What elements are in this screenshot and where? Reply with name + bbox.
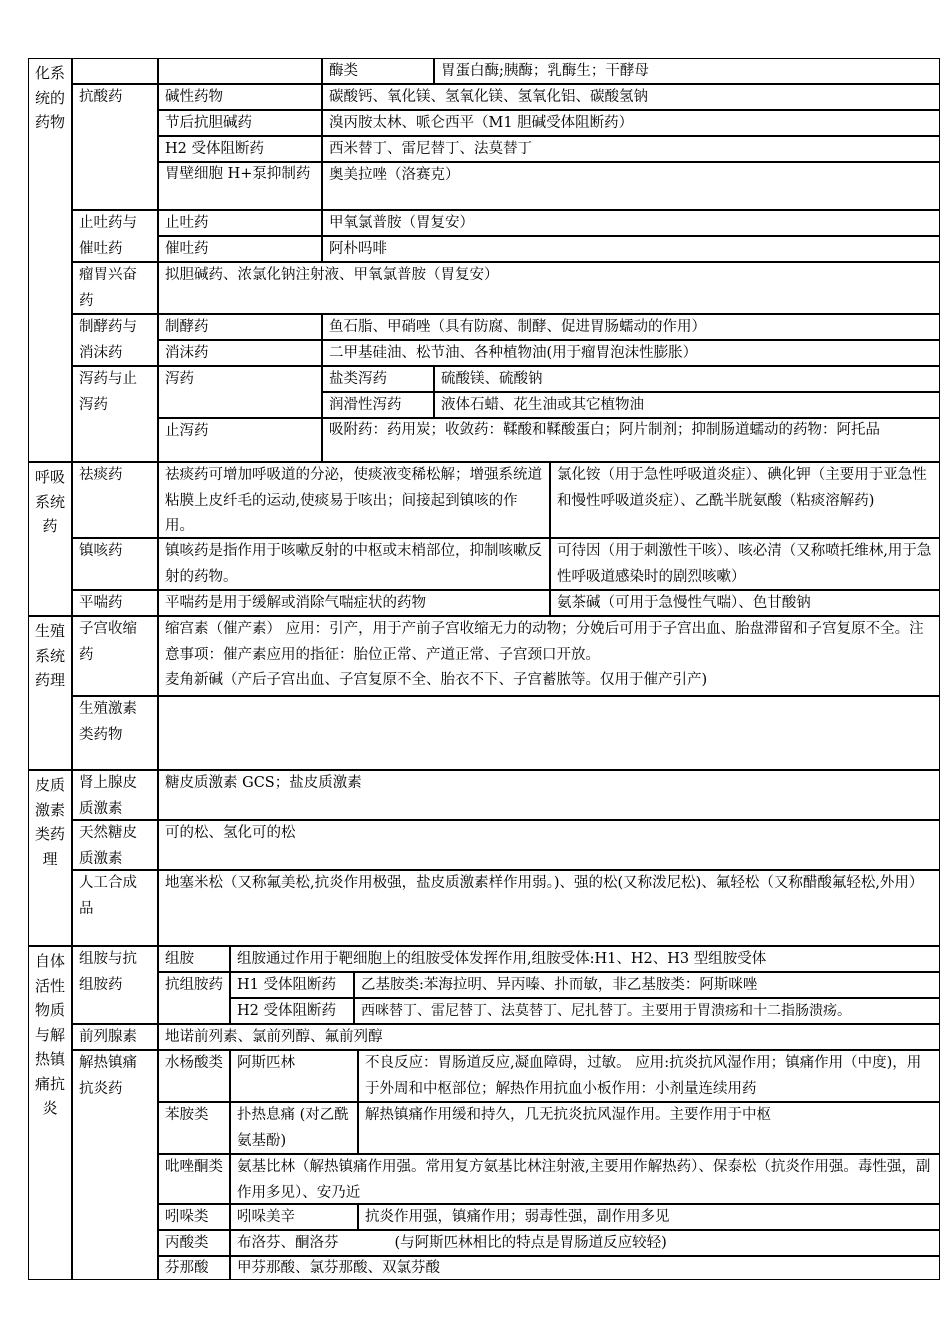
- subgroup-blank: [72, 58, 158, 84]
- drug-list-saline-laxative: 硫酸镁、硫酸钠: [434, 366, 940, 392]
- drug-classification-table: [28, 58, 940, 1280]
- drug-class-h1-blocker: H1 受体阻断药: [230, 972, 354, 998]
- drug-class-pyrazolone: 吡唑酮类: [158, 1154, 230, 1204]
- drug-class-alkaline: 碱性药物: [158, 84, 322, 110]
- drug-class-antifoam: 消沫药: [158, 340, 322, 366]
- subgroup-antiferment: 制酵药与消沫药: [72, 314, 158, 366]
- drug-class-h2-blocker-2: H2 受体阻断药: [230, 998, 354, 1024]
- drug-class-histamine: 组胺: [158, 946, 230, 972]
- drug-class-salicylate: 水杨酸类: [158, 1050, 230, 1102]
- drug-list-antiferment: 鱼石脂、甲硝唑（具有防腐、制酵、促进胃肠蠕动的作用）: [322, 314, 940, 340]
- drug-class-antidiarrheal: 止泻药: [158, 418, 322, 462]
- subgroup-antacid: 抗酸药: [72, 84, 158, 210]
- drug-desc-indomethacin: 抗炎作用强，镇痛作用；弱毒性强，副作用多见: [358, 1204, 940, 1230]
- drug-indomethacin: 吲哚美辛: [230, 1204, 358, 1230]
- drug-list-reproductive-hormone: [158, 696, 940, 770]
- drug-desc-aspirin: 不良反应：胃肠道反应,凝血障碍，过敏。 应用:抗炎抗风湿作用；镇痛作用（中度)，用于外周和中枢部位；解热作用抗血小板作用：小剂量连续用药: [358, 1050, 940, 1102]
- subgroup-antitussive: 镇咳药: [72, 538, 158, 590]
- subgroup-antiasthmatic: 平喘药: [72, 590, 158, 616]
- subgroup-laxative: 泻药与止泻药: [72, 366, 158, 462]
- category-autacoid-nsaid: 自体活性物质与解热镇痛抗炎: [28, 946, 72, 1280]
- drug-class-aniline: 苯胺类: [158, 1102, 230, 1154]
- drug-list-h1-blocker: 乙基胺类:苯海拉明、异丙嗪、扑而敏，非乙基胺类：阿斯咪唑: [354, 972, 940, 998]
- drug-list-fenamic: 甲芬那酸、氯芬那酸、双氯芬酸: [230, 1256, 940, 1280]
- drug-class-indole: 吲哚类: [158, 1204, 230, 1230]
- subgroup-expectorant: 祛痰药: [72, 462, 158, 538]
- category-respiratory: 呼吸系统药: [28, 462, 72, 616]
- category-digestive: 化系统的药物: [28, 58, 72, 462]
- drug-list-enzymes: 胃蛋白酶;胰酶；乳酶生；干酵母: [434, 58, 940, 84]
- drug-list-antiasthmatic: 氨茶碱（可用于急慢性气喘）、色甘酸钠: [550, 590, 940, 616]
- subgroup-reproductive-hormone: 生殖激素类药物: [72, 696, 158, 770]
- drug-list-proton-pump: 奥美拉唑（洛赛克）: [322, 162, 940, 210]
- drug-list-propionic: [230, 1230, 940, 1256]
- subgroup-histamine: 组胺与抗组胺药: [72, 946, 158, 1024]
- subgroup-rumen-stimulant: 瘤胃兴奋药: [72, 262, 158, 314]
- drug-class-saline-laxative: 盐类泻药: [322, 366, 434, 392]
- drug-desc-paracetamol: 解热镇痛作用缓和持久，几无抗炎抗风湿作用。主要作用于中枢: [358, 1102, 940, 1154]
- drug-list-emetic: 阿朴吗啡: [322, 236, 940, 262]
- subgroup-uterine-stimulant: 子宫收缩药: [72, 616, 158, 696]
- drug-class-lubricant-laxative: 润滑性泻药: [322, 392, 434, 418]
- drug-class-blank: [158, 58, 322, 84]
- category-reproductive: 生殖系统药理: [28, 616, 72, 770]
- drug-class-enzymes: 酶类: [322, 58, 434, 84]
- drug-list-natural-glucocorticoid: 可的松、氢化可的松: [158, 820, 940, 870]
- drug-note-ibuprofen: (与阿斯匹林相比的特点是胃肠道反应较轻): [394, 1235, 667, 1251]
- oxytocin-text: 缩宫素（催产素） 应用：引产，用于产前子宫收缩无力的动物；分娩后可用于子宫出血、胎盘滞留和子宫复原不全。注意事项：催产素应用的指征：胎位正常、产道正常、子宫颈口开放。: [165, 621, 924, 663]
- drug-list-h2-blocker: 西米替丁、雷尼替丁、法莫替丁: [322, 136, 940, 162]
- drug-class-antihistamine: 抗组胺药: [158, 972, 230, 1024]
- drug-list-lubricant-laxative: 液体石蜡、花生油或其它植物油: [434, 392, 940, 418]
- definition-antiasthmatic: 平喘药是用于缓解或消除气喘症状的药物: [158, 590, 550, 616]
- drug-list-antifoam: 二甲基硅油、松节油、各种植物油(用于瘤胃泡沫性膨胀）: [322, 340, 940, 366]
- drug-class-propionic: 丙酸类: [158, 1230, 230, 1256]
- drug-list-pyrazolone: 氨基比林（解热镇痛作用强。常用复方氨基比林注射液,主要用作解热药）、保泰松（抗炎作用强。毒性强，副作用多见）、安乃近: [230, 1154, 940, 1204]
- drug-list-antiemetic: 甲氧氯普胺（胃复安）: [322, 210, 940, 236]
- drug-class-laxative: 泻药: [158, 366, 322, 418]
- drug-list-adrenocortical: 糖皮质激素 GCS；盐皮质激素: [158, 770, 940, 820]
- ergometrine-text: 麦角新碱（产后子宫出血、子宫复原不全、胎衣不下、子宫蓄脓等。仅用于催产引产): [165, 672, 708, 688]
- drug-paracetamol: 扑热息痛 (对乙酰氨基酚): [230, 1102, 358, 1154]
- drug-list-histamine: 组胺通过作用于靶细胞上的组胺受体发挥作用,组胺受体:H1、H2、H3 型组胺受体: [230, 946, 940, 972]
- subgroup-natural-glucocorticoid: 天然糖皮质激素: [72, 820, 158, 870]
- definition-expectorant: 祛痰药可增加呼吸道的分泌，使痰液变稀松解；增强系统道粘膜上皮纤毛的运动,使痰易于咳出；间接起到镇咳的作用。: [158, 462, 550, 538]
- subgroup-antiemetic: 止吐药与催吐药: [72, 210, 158, 262]
- drug-class-proton-pump: 胃壁细胞 H+泵抑制药: [158, 162, 322, 210]
- subgroup-prostaglandin: 前列腺素: [72, 1024, 158, 1050]
- drug-list-antidiarrheal: 吸附药：药用炭；收敛药：鞣酸和鞣酸蛋白；阿片制剂；抑制肠道蠕动的药物：阿托品: [322, 418, 940, 462]
- drug-class-fenamic: 芬那酸: [158, 1256, 230, 1280]
- subgroup-adrenocortical: 肾上腺皮质激素: [72, 770, 158, 820]
- drug-list-uterine-stimulant: [158, 616, 940, 696]
- drug-list-h2-blocker-2: 西咪替丁、雷尼替丁、法莫替丁、尼扎替丁。主要用于胃溃疡和十二指肠溃疡。: [354, 998, 940, 1024]
- category-corticosteroid: 皮质激素类药理: [28, 770, 72, 946]
- drug-class-antiemetic: 止吐药: [158, 210, 322, 236]
- drug-aspirin: 阿斯匹林: [230, 1050, 358, 1102]
- drug-class-emetic: 催吐药: [158, 236, 322, 262]
- subgroup-nsaid: 解热镇痛抗炎药: [72, 1050, 158, 1280]
- definition-antitussive: 镇咳药是指作用于咳嗽反射的中枢或末梢部位，抑制咳嗽反射的药物。: [158, 538, 550, 590]
- drug-list-rumen-stimulant: 拟胆碱药、浓氯化钠注射液、甲氧氯普胺（胃复安）: [158, 262, 940, 314]
- subgroup-synthetic: 人工合成品: [72, 870, 158, 946]
- drug-list-synthetic: 地塞米松（又称氟美松,抗炎作用极强，盐皮质激素样作用弱。)、强的松(又称泼尼松)、氟轻松（又称醋酸氟轻松,外用）: [158, 870, 940, 946]
- drug-list-alkaline: 碳酸钙、氧化镁、氢氧化镁、氢氧化铝、碳酸氢钠: [322, 84, 940, 110]
- drug-ibuprofen: 布洛芬、酮洛芬: [237, 1235, 339, 1251]
- drug-list-expectorant: 氯化铵（用于急性呼吸道炎症）、碘化钾（主要用于亚急性和慢性呼吸道炎症）、乙酰半胱氨酸（粘痰溶解药): [550, 462, 940, 538]
- drug-class-antiferment: 制酵药: [158, 314, 322, 340]
- drug-list-antitussive: 可待因（用于刺激性干咳）、咳必清（又称喷托维林,用于急性呼吸道感染时的剧烈咳嗽）: [550, 538, 940, 590]
- drug-class-anticholinergic: 节后抗胆碱药: [158, 110, 322, 136]
- drug-list-anticholinergic: 溴丙胺太林、哌仑西平（M1 胆碱受体阻断药）: [322, 110, 940, 136]
- drug-list-prostaglandin: 地诺前列素、氯前列醇、氟前列醇: [158, 1024, 940, 1050]
- drug-class-h2-blocker: H2 受体阻断药: [158, 136, 322, 162]
